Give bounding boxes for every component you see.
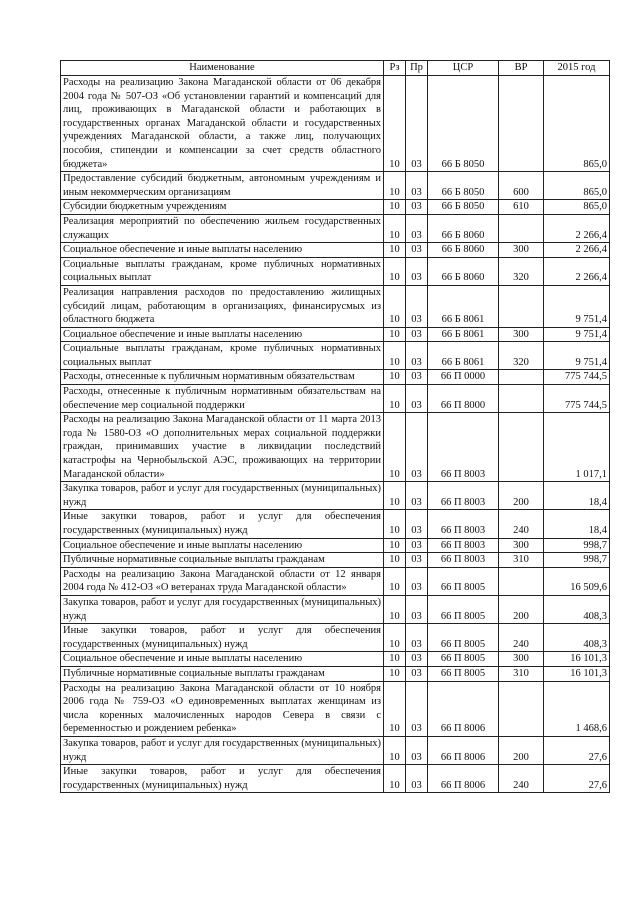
- cell-name: Предоставление субсидий бюджетным, автономным учреждениям и иным некоммерческим организациям: [61, 172, 384, 200]
- table-row: [61, 76, 610, 172]
- table-row: [61, 482, 610, 510]
- header-sum: 2015 год: [544, 61, 610, 76]
- cell-vr: 300: [499, 243, 544, 258]
- cell-vr: 200: [499, 595, 544, 623]
- cell-pr: 03: [406, 200, 428, 215]
- cell-csr: 66 П 8003: [428, 553, 499, 568]
- cell-vr: 600: [499, 172, 544, 200]
- cell-pr: 03: [406, 538, 428, 553]
- table-row: [61, 736, 610, 764]
- cell-sum: 408,3: [544, 624, 610, 652]
- cell-pr: 03: [406, 370, 428, 385]
- cell-rz: 10: [384, 76, 406, 172]
- table-row: [61, 327, 610, 342]
- cell-rz: 10: [384, 342, 406, 370]
- cell-vr: 240: [499, 624, 544, 652]
- cell-pr: 03: [406, 681, 428, 736]
- cell-rz: 10: [384, 666, 406, 681]
- cell-name: Расходы на реализацию Закона Магаданской области от 11 марта 2013 года № 1580-ОЗ «О дополнительных мерах социальной поддержки граждан, принимавших участие в ликвидации последствий катастрофы на Чернобыльской АЭС, проживающих на территории Магаданской области»: [61, 413, 384, 482]
- cell-sum: 9 751,4: [544, 285, 610, 327]
- cell-pr: 03: [406, 736, 428, 764]
- cell-vr: [499, 76, 544, 172]
- cell-csr: 66 П 8006: [428, 681, 499, 736]
- cell-vr: 310: [499, 553, 544, 568]
- cell-pr: 03: [406, 553, 428, 568]
- cell-rz: 10: [384, 257, 406, 285]
- table-row: [61, 172, 610, 200]
- cell-rz: 10: [384, 413, 406, 482]
- cell-csr: 66 П 0000: [428, 370, 499, 385]
- cell-pr: 03: [406, 257, 428, 285]
- table-row: [61, 681, 610, 736]
- cell-rz: 10: [384, 200, 406, 215]
- cell-csr: 66 П 8006: [428, 736, 499, 764]
- cell-pr: 03: [406, 652, 428, 667]
- cell-name: Реализация мероприятий по обеспечению жильем государственных служащих: [61, 214, 384, 242]
- cell-pr: 03: [406, 243, 428, 258]
- cell-csr: 66 П 8005: [428, 666, 499, 681]
- cell-vr: 240: [499, 510, 544, 538]
- cell-csr: 66 П 8003: [428, 538, 499, 553]
- cell-rz: 10: [384, 624, 406, 652]
- cell-vr: 320: [499, 342, 544, 370]
- table-row: [61, 370, 610, 385]
- cell-vr: [499, 413, 544, 482]
- cell-rz: 10: [384, 595, 406, 623]
- cell-csr: 66 Б 8060: [428, 243, 499, 258]
- cell-csr: 66 П 8006: [428, 765, 499, 793]
- table-row: [61, 385, 610, 413]
- table-row: [61, 624, 610, 652]
- cell-vr: [499, 370, 544, 385]
- cell-vr: 310: [499, 666, 544, 681]
- header-name: Наименование: [61, 61, 384, 76]
- cell-csr: 66 П 8003: [428, 510, 499, 538]
- cell-pr: 03: [406, 567, 428, 595]
- cell-pr: 03: [406, 595, 428, 623]
- cell-vr: 200: [499, 482, 544, 510]
- cell-sum: 9 751,4: [544, 327, 610, 342]
- table-row: [61, 243, 610, 258]
- cell-sum: 18,4: [544, 510, 610, 538]
- cell-name: Социальные выплаты гражданам, кроме публичных нормативных социальных выплат: [61, 257, 384, 285]
- cell-rz: 10: [384, 243, 406, 258]
- cell-pr: 03: [406, 510, 428, 538]
- cell-vr: [499, 285, 544, 327]
- cell-sum: 865,0: [544, 172, 610, 200]
- table-header-row: [61, 61, 610, 76]
- cell-sum: 27,6: [544, 736, 610, 764]
- cell-pr: 03: [406, 482, 428, 510]
- cell-sum: 775 744,5: [544, 385, 610, 413]
- cell-rz: 10: [384, 567, 406, 595]
- cell-pr: 03: [406, 666, 428, 681]
- cell-pr: 03: [406, 624, 428, 652]
- cell-sum: 18,4: [544, 482, 610, 510]
- cell-pr: 03: [406, 76, 428, 172]
- cell-name: Реализация направления расходов по предоставлению жилищных субсидий лицам, работающим в организациях, финансирусмых из областного бюджета: [61, 285, 384, 327]
- cell-name: Закупка товаров, работ и услуг для государственных (муниципальных) нужд: [61, 595, 384, 623]
- cell-vr: [499, 214, 544, 242]
- cell-name: Социальное обеспечение и иные выплаты населению: [61, 652, 384, 667]
- cell-rz: 10: [384, 214, 406, 242]
- cell-pr: 03: [406, 172, 428, 200]
- cell-name: Расходы на реализацию Закона Магаданской области от 12 января 2004 года № 412-ОЗ «О ветеранах труда Магаданской области»: [61, 567, 384, 595]
- table-body: [61, 76, 610, 793]
- cell-rz: 10: [384, 370, 406, 385]
- cell-rz: 10: [384, 510, 406, 538]
- cell-name: Закупка товаров, работ и услуг для государственных (муниципальных) нужд: [61, 482, 384, 510]
- cell-csr: 66 П 8003: [428, 413, 499, 482]
- cell-pr: 03: [406, 285, 428, 327]
- header-rz: Рз: [384, 61, 406, 76]
- table-row: [61, 567, 610, 595]
- cell-rz: 10: [384, 172, 406, 200]
- cell-vr: 240: [499, 765, 544, 793]
- budget-table: [60, 60, 610, 793]
- cell-vr: 200: [499, 736, 544, 764]
- cell-sum: 27,6: [544, 765, 610, 793]
- table-row: [61, 595, 610, 623]
- cell-name: Публичные нормативные социальные выплаты гражданам: [61, 553, 384, 568]
- table-row: [61, 765, 610, 793]
- cell-pr: 03: [406, 385, 428, 413]
- cell-name: Иные закупки товаров, работ и услуг для обеспечения государственных (муниципальных) нужд: [61, 765, 384, 793]
- cell-pr: 03: [406, 765, 428, 793]
- cell-rz: 10: [384, 765, 406, 793]
- cell-sum: 865,0: [544, 76, 610, 172]
- table-row: [61, 652, 610, 667]
- cell-csr: 66 Б 8061: [428, 327, 499, 342]
- cell-sum: 1 468,6: [544, 681, 610, 736]
- cell-csr: 66 Б 8061: [428, 342, 499, 370]
- header-pr: Пр: [406, 61, 428, 76]
- cell-csr: 66 П 8005: [428, 567, 499, 595]
- table-row: [61, 413, 610, 482]
- cell-pr: 03: [406, 214, 428, 242]
- cell-csr: 66 Б 8050: [428, 172, 499, 200]
- cell-sum: 16 101,3: [544, 666, 610, 681]
- cell-csr: 66 П 8003: [428, 482, 499, 510]
- cell-name: Расходы на реализацию Закона Магаданской области от 06 декабря 2004 года № 507-ОЗ «Об установлении гарантий и компенсаций для лиц, проживающих в Магаданской области и работающих в государственных органах Магаданской области и государственных учреждениях Магаданской области, а также лиц, получающих пособия, стипендии и компенсации за счет средств областного бюджета»: [61, 76, 384, 172]
- cell-sum: 16 509,6: [544, 567, 610, 595]
- cell-name: Социальное обеспечение и иные выплаты населению: [61, 327, 384, 342]
- cell-sum: 2 266,4: [544, 257, 610, 285]
- cell-pr: 03: [406, 327, 428, 342]
- table-row: [61, 285, 610, 327]
- cell-name: Расходы на реализацию Закона Магаданской области от 10 ноября 2006 года № 759-ОЗ «О единовременных выплатах женщинам из числа коренных малочисленных народов Севера в связи с беременностью и рождением ребенка»: [61, 681, 384, 736]
- cell-vr: 300: [499, 538, 544, 553]
- cell-sum: 2 266,4: [544, 243, 610, 258]
- cell-name: Социальные выплаты гражданам, кроме публичных нормативных социальных выплат: [61, 342, 384, 370]
- cell-rz: 10: [384, 553, 406, 568]
- cell-name: Расходы, отнесенные к публичным нормативным обязательствам на обеспечение мер социальной поддержки: [61, 385, 384, 413]
- table-row: [61, 553, 610, 568]
- cell-csr: 66 П 8000: [428, 385, 499, 413]
- cell-rz: 10: [384, 385, 406, 413]
- table-row: [61, 342, 610, 370]
- cell-sum: 775 744,5: [544, 370, 610, 385]
- table-row: [61, 538, 610, 553]
- cell-sum: 998,7: [544, 553, 610, 568]
- table-row: [61, 257, 610, 285]
- cell-csr: 66 Б 8061: [428, 285, 499, 327]
- header-csr: ЦСР: [428, 61, 499, 76]
- cell-sum: 998,7: [544, 538, 610, 553]
- cell-pr: 03: [406, 413, 428, 482]
- cell-sum: 1 017,1: [544, 413, 610, 482]
- cell-name: Иные закупки товаров, работ и услуг для обеспечения государственных (муниципальных) нужд: [61, 624, 384, 652]
- cell-vr: 610: [499, 200, 544, 215]
- cell-sum: 16 101,3: [544, 652, 610, 667]
- cell-rz: 10: [384, 538, 406, 553]
- cell-pr: 03: [406, 342, 428, 370]
- cell-vr: 320: [499, 257, 544, 285]
- cell-vr: 300: [499, 327, 544, 342]
- cell-name: Субсидии бюджетным учреждениям: [61, 200, 384, 215]
- cell-csr: 66 Б 8060: [428, 214, 499, 242]
- cell-name: Публичные нормативные социальные выплаты гражданам: [61, 666, 384, 681]
- cell-vr: [499, 567, 544, 595]
- cell-csr: 66 П 8005: [428, 624, 499, 652]
- cell-csr: 66 Б 8050: [428, 76, 499, 172]
- cell-rz: 10: [384, 327, 406, 342]
- cell-sum: 865,0: [544, 200, 610, 215]
- cell-vr: [499, 681, 544, 736]
- table-row: [61, 214, 610, 242]
- cell-rz: 10: [384, 482, 406, 510]
- cell-rz: 10: [384, 681, 406, 736]
- cell-sum: 408,3: [544, 595, 610, 623]
- cell-rz: 10: [384, 285, 406, 327]
- cell-name: Расходы, отнесенные к публичным нормативным обязательствам: [61, 370, 384, 385]
- cell-csr: 66 П 8005: [428, 595, 499, 623]
- cell-name: Иные закупки товаров, работ и услуг для обеспечения государственных (муниципальных) нужд: [61, 510, 384, 538]
- cell-sum: 9 751,4: [544, 342, 610, 370]
- cell-rz: 10: [384, 736, 406, 764]
- cell-vr: [499, 385, 544, 413]
- table-row: [61, 200, 610, 215]
- cell-vr: 300: [499, 652, 544, 667]
- table-row: [61, 510, 610, 538]
- cell-csr: 66 Б 8050: [428, 200, 499, 215]
- cell-name: Социальное обеспечение и иные выплаты населению: [61, 243, 384, 258]
- cell-name: Социальное обеспечение и иные выплаты населению: [61, 538, 384, 553]
- cell-rz: 10: [384, 652, 406, 667]
- header-vr: ВР: [499, 61, 544, 76]
- cell-csr: 66 П 8005: [428, 652, 499, 667]
- cell-name: Закупка товаров, работ и услуг для государственных (муниципальных) нужд: [61, 736, 384, 764]
- cell-csr: 66 Б 8060: [428, 257, 499, 285]
- cell-sum: 2 266,4: [544, 214, 610, 242]
- table-row: [61, 666, 610, 681]
